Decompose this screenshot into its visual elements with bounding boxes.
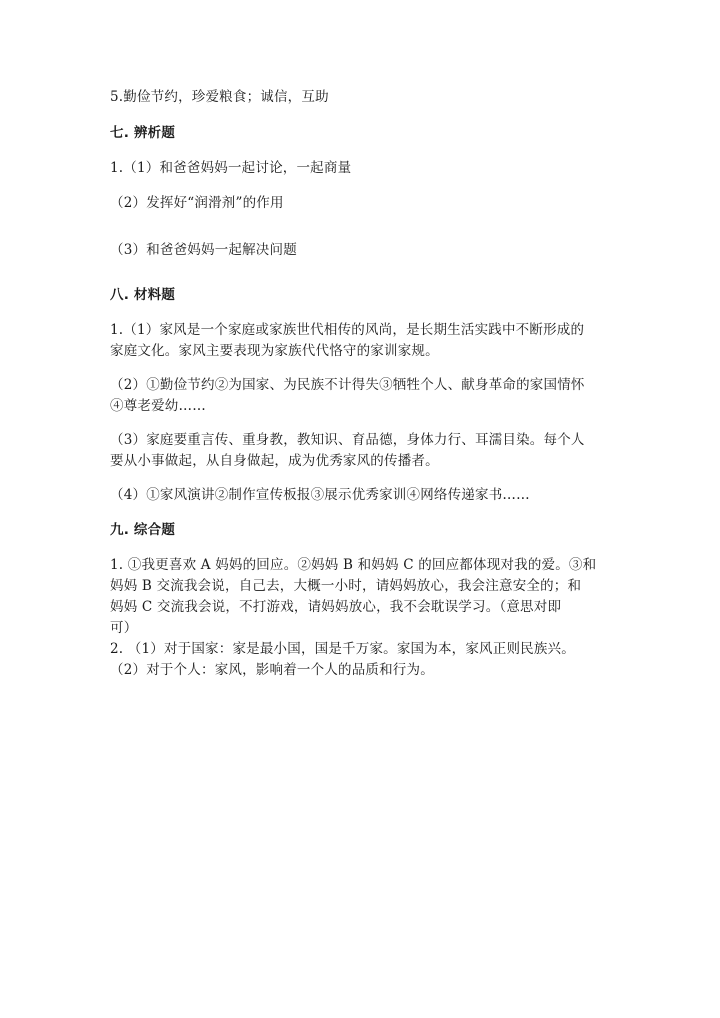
answer-8-1-4: （4）①家风演讲②制作宣传板报③展示优秀家训④网络传递家书……	[110, 487, 530, 503]
answer-8-1-2-line2: ④尊老爱幼……	[110, 398, 206, 414]
answer-8-1-1-line2: 家庭文化。家风主要表现为家族代代恪守的家训家规。	[110, 343, 439, 359]
answer-8-1-1-line1: 1.（1）家风是一个家庭或家族世代相传的风尚，是长期生活实践中不断形成的	[110, 322, 585, 338]
answer-9-1-line3: 妈妈 C 交流我会说，不打游戏，请妈妈放心，我不会耽误学习。（意思对即	[110, 599, 562, 615]
section-heading-8: 八. 材料题	[110, 287, 176, 303]
answer-9-2-line2: （2）对于个人：家风，影响着一个人的品质和行为。	[110, 662, 434, 678]
answer-6-5: 5.勤俭节约，珍爱粮食；诚信，互助	[110, 89, 329, 105]
section-heading-9: 九. 综合题	[110, 522, 176, 538]
answer-9-1-line4: 可）	[110, 620, 138, 636]
answer-8-1-2-line1: （2）①勤俭节约②为国家、为民族不计得失③牺牲个人、献身革命的家国情怀	[110, 377, 585, 393]
answer-9-1-line2: 妈妈 B 交流我会说，自己去，大概一小时，请妈妈放心，我会注意安全的；和	[110, 578, 582, 594]
answer-7-1-2: （2）发挥好“润滑剂”的作用	[110, 195, 284, 211]
section-heading-7: 七. 辨析题	[110, 125, 176, 141]
answer-7-1-1: 1.（1）和爸爸妈妈一起讨论，一起商量	[110, 160, 352, 176]
answer-9-2-line1: 2. （1）对于国家：家是最小国，国是千万家。家国为本，家风正则民族兴。	[110, 641, 575, 657]
answer-9-1-line1: 1. ①我更喜欢 A 妈妈的回应。②妈妈 B 和妈妈 C 的回应都体现对我的爱。③和	[110, 557, 597, 573]
answer-7-1-3: （3）和爸爸妈妈一起解决问题	[110, 242, 297, 258]
answer-8-1-3-line2: 要从小事做起，从自身做起，成为优秀家风的传播者。	[110, 453, 439, 469]
answer-8-1-3-line1: （3）家庭要重言传、重身教，教知识、育品德，身体力行、耳濡目染。每个人	[110, 432, 585, 448]
